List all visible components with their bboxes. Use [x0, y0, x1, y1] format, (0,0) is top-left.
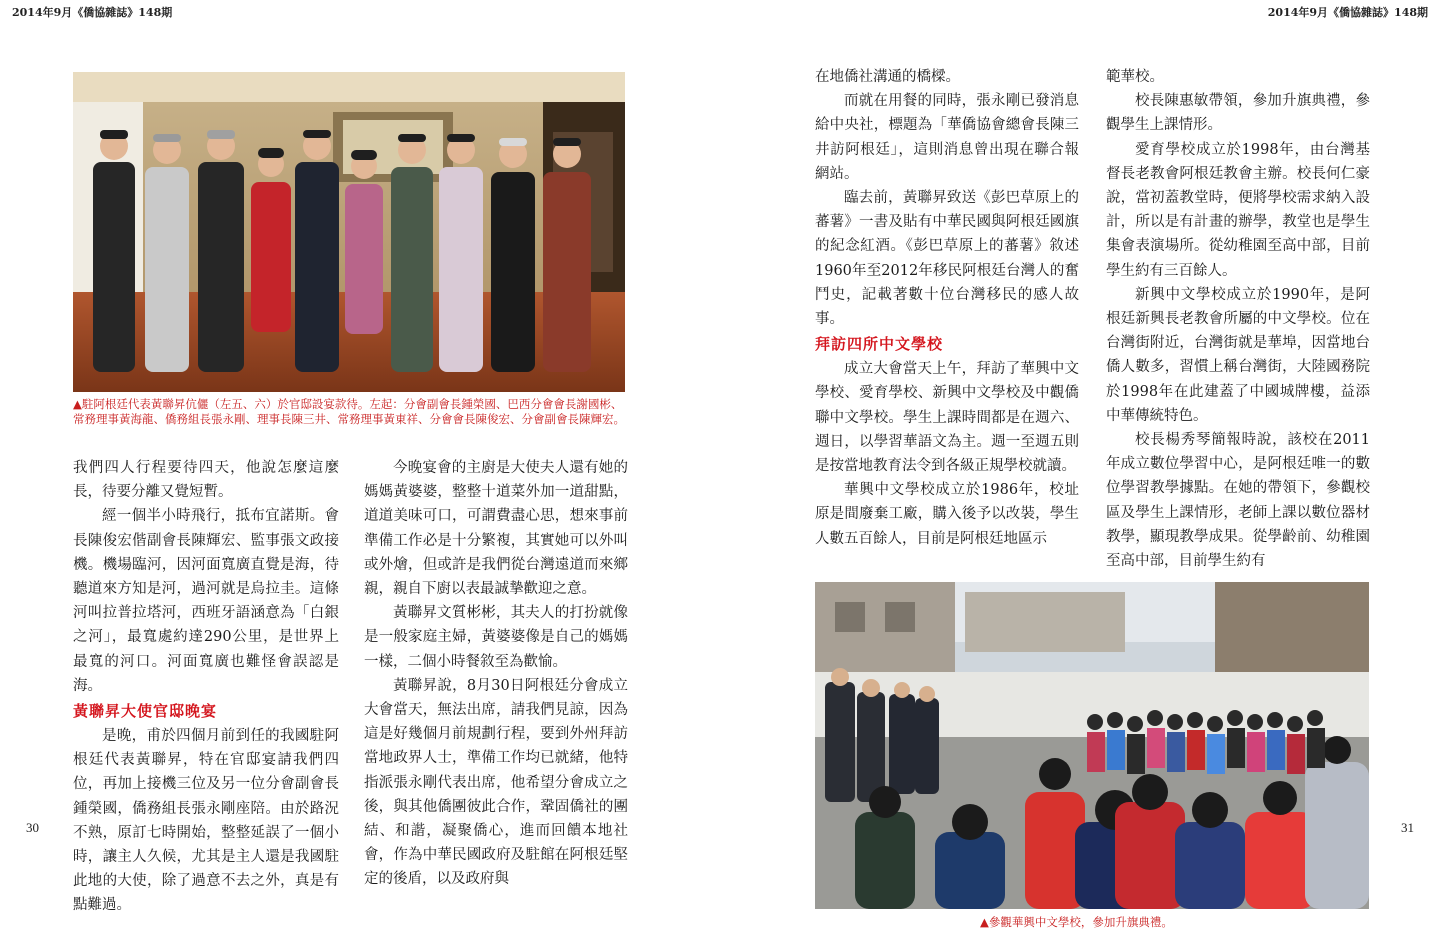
- section-heading: 拜訪四所中文學校: [815, 335, 944, 354]
- paragraph: 範華校。: [1106, 69, 1164, 85]
- paragraph: 是晚，甫於四個月前到任的我國駐阿根廷代表黃聯昇，特在官邸宴請我們四位，再加上接機三位及另一位分會副會長鍾榮國，僑務組長張永剛座陪。由於路況不熟，原訂七時開始，整整延誤了一個小時，讓主人久候，尤其是主人還是我國駐此地的大使，除了過意不去之外，真是有點難過。: [73, 728, 339, 914]
- left-page-column-1: [73, 456, 339, 916]
- page-header-right: 2014年9月《僑協雜誌》148期: [1267, 6, 1428, 19]
- right-page-column-1: [815, 65, 1079, 575]
- school-ceremony-caption: ▲參觀華興中文學校，參加升旗典禮。: [980, 915, 1173, 929]
- paragraph: 我們四人行程要待四天，他說怎麼這麼長，待要分離又覺短暫。: [73, 460, 339, 501]
- paragraph: 而就在用餐的同時，張永剛已發消息給中央社，標題為「華僑協會總會長陳三井訪阿根廷」，這則消息曾出現在聯合報網站。: [815, 93, 1079, 182]
- paragraph: 黃聯昇說，8月30日阿根廷分會成立大會當天，無法出席，請我們見諒，因為這是好幾個月前規劃行程，要到外州拜訪當地政界人士，準備工作均已就緒，他特指派張永剛代表出席，他希望分會成立之後，與其他僑團彼此合作，鞏固僑社的團結、和諧，凝聚僑心，進而回饋本地社會，作為中華民國政府及駐館在阿根廷堅定的後盾，以及政府與: [364, 677, 628, 888]
- paragraph: 校長楊秀琴簡報時說，該校在2011年成立數位學習中心，是阿根廷唯一的數位學習教學據點。在她的帶領下，參觀校區及學生上課情形，老師上課以數位器材教學，顯現教學成果。從學齡前、幼稚園至高中部，目前學生約有: [1106, 432, 1370, 570]
- paragraph: 黃聯昇文質彬彬，其夫人的打扮就像是一般家庭主婦，黃婆婆像是自己的媽媽一樣，二個小時餐敘至為歡愉。: [364, 605, 628, 670]
- paragraph: 成立大會當天上午，拜訪了華興中文學校、愛育學校、新興中文學校及中觀僑聯中文學校。學生上課時間都是在週六、週日，以學習華語文為主。週一至週五則是按當地教育法令到各級正規學校就讀。: [815, 361, 1079, 475]
- paragraph: 愛育學校成立於1998年，由台灣基督長老教會阿根廷教會主辦。校長何仁豪說，當初蓋教堂時，便將學校需求納入設計，所以是有計畫的辦學，教堂也是學生集會表演場所。從幼稚園至高中部，目前學生約有三百餘人。: [1106, 141, 1370, 279]
- group-photo-caption: ▲駐阿根廷代表黃聯昇伉儷（左五、六）於官邸設宴款待。左起：分會副會長鍾榮國、巴西分會會長謝國彬、常務理事黃海龍、僑務組長張永剛、理事長陳三井、常務理事黃東祥、分會會長陳俊宏、分會副會長陳輝宏。: [73, 397, 625, 426]
- group-photo: [73, 72, 625, 392]
- right-page-column-2: [1106, 65, 1370, 575]
- paragraph: 臨去前，黃聯昇致送《彭巴草原上的蕃薯》一書及貼有中華民國與阿根廷國旗的紀念紅酒。《彭巴草原上的蕃薯》敘述1960年至2012年移民阿根廷台灣人的奮鬥史，記載著數十位台灣移民的感人故事。: [815, 190, 1079, 328]
- paragraph: 新興中文學校成立於1990年，是阿根廷新興長老教會所屬的中文學校。位在台灣街附近，台灣街就是華埠，因當地台僑人數多，習慣上稱台灣街，大陸國務院於1998年在此建蓋了中國城牌樓，益添中華傳統特色。: [1106, 286, 1370, 424]
- school-ceremony-photo: [815, 582, 1369, 909]
- page-number-left: 30: [26, 820, 39, 835]
- section-heading: 黃聯昇大使官邸晚宴: [73, 702, 218, 721]
- page-number-right: 31: [1401, 820, 1414, 835]
- page-header-left: 2014年9月《僑協雜誌》148期: [12, 6, 173, 19]
- paragraph: 華興中文學校成立於1986年，校址原是間廢棄工廠，購入後予以改裝，學生人數五百餘人，目前是阿根廷地區示: [815, 482, 1079, 547]
- paragraph: 經一個半小時飛行，抵布宜諾斯。會長陳俊宏偕副會長陳輝宏、監事張文政接機。機場臨河，因河面寬廣直覺是海，待聽道來方知是河，過河就是烏拉圭。這條河叫拉普拉塔河，西班牙語涵意為「白銀之河」，最寬處約達290公里，是世界上最寬的河口。河面寬廣也難怪會誤認是海。: [73, 508, 339, 694]
- left-page-column-2: [364, 456, 628, 916]
- paragraph: 校長陳惠敏帶領，參加升旗典禮，參觀學生上課情形。: [1106, 93, 1370, 134]
- paragraph: 在地僑社溝通的橋樑。: [815, 69, 960, 85]
- paragraph: 今晚宴會的主廚是大使夫人還有她的媽媽黃婆婆，整整十道菜外加一道甜點，道道美味可口，可謂費盡心思，想來事前準備工作必是十分繁複，其實她可以外叫或外燴，但或許是我們從台灣遠道而來鄉親，親自下廚以表最誠摯歡迎之意。: [364, 460, 628, 598]
